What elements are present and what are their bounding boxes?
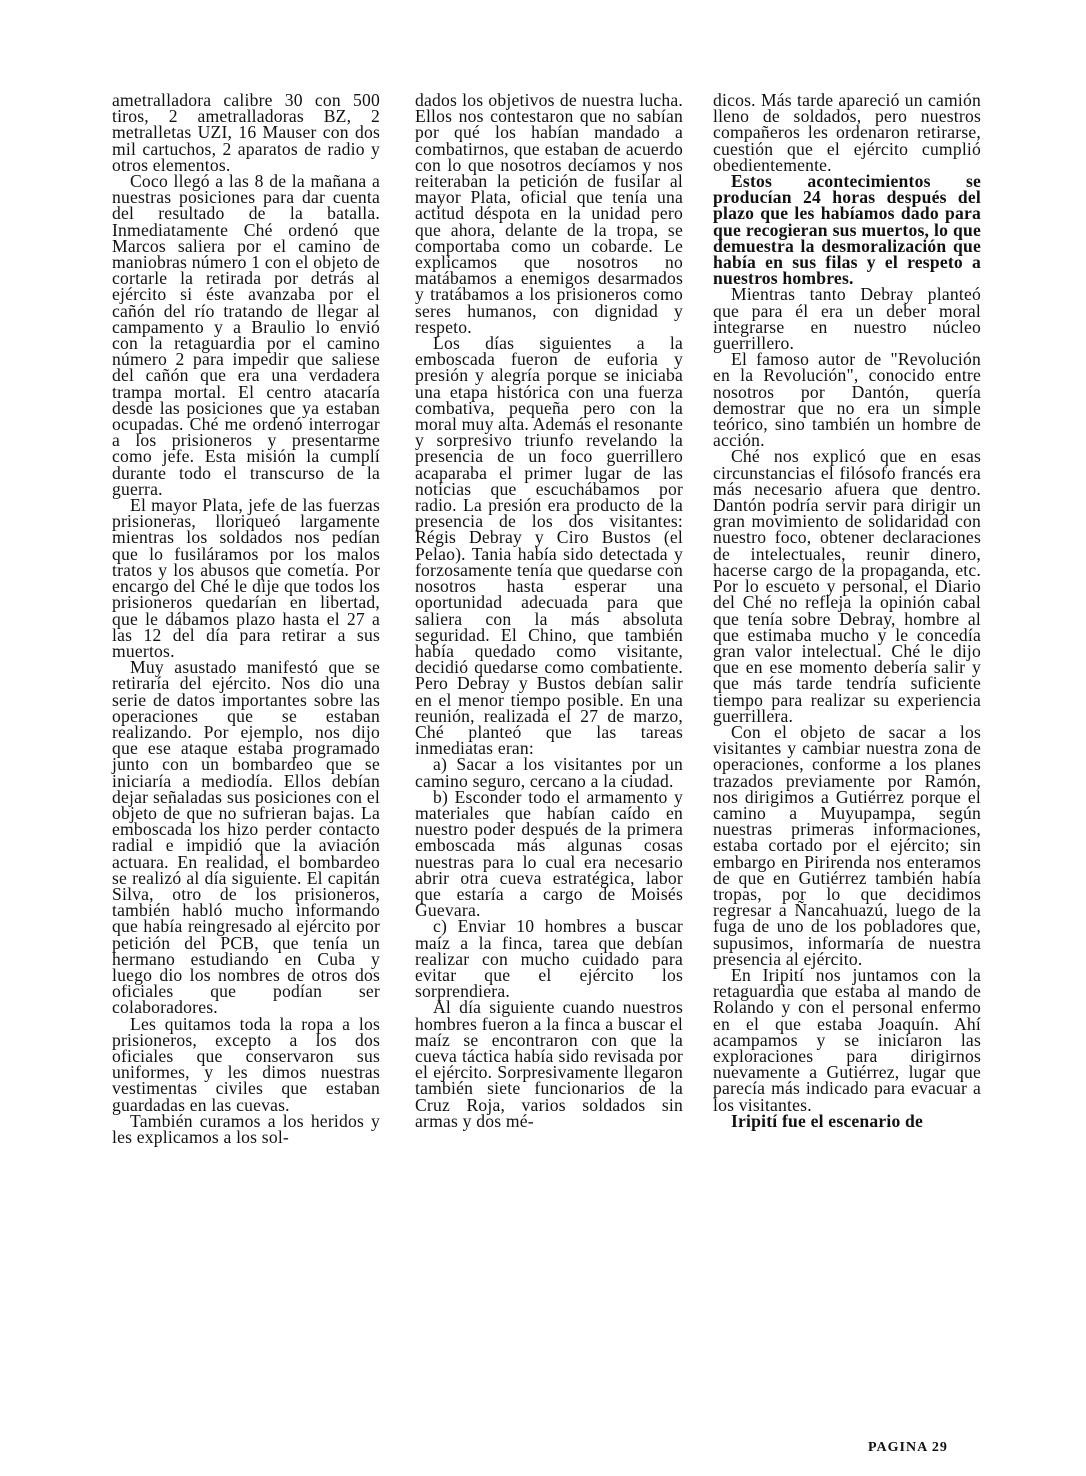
- paragraph: Mientras tanto Debray planteó que para él era un deber moral integrarse en nuestro núcleo guerrillero.: [713, 284, 981, 354]
- paragraph: Iripití fue el escenario de: [731, 1110, 924, 1131]
- paragraph: Los días siguientes a la emboscada fueron de euforia y presión y alegría porque se iniciaba una etapa histórica con una fuerza combativa, pequeña pero con la moral muy alta. Además el resonante y sorpresivo triunfo revelando la presencia de un foco guerrillero acaparaba el primer lugar de las noticias que escuchábamos por radio. La presión era producto de la presencia de los dos visitantes: Régis Debray y Ciro Bustos (el Pelao). Tania había sido detectada y forzosamente tenía que quedarse con nosotros hasta esperar una oportunidad adecuada para que saliera con la más absoluta seguridad. El Chino, que también había quedado como visitante, decidió quedarse como combatiente. Pero Debray y Bustos debían salir en el menor tiempo posible. En una reunión, realizada el 27 de marzo, Ché planteó que las tareas inmediatas eran:: [415, 333, 683, 759]
- text-column-2: [415, 92, 683, 1129]
- text-column-3: [713, 92, 981, 1129]
- paragraph: Ché nos explicó que en esas circunstancias el filósofo francés era más necesario afuera que dentro. Dantón podría servir para dirigir un gran movimiento de solidaridad con nuestro foco, obtener declaraciones de intelectuales, reunir dinero, hacerse cargo de la propaganda, etc. Por lo escueto y personal, el Diario del Ché no refleja la opinión cabal que tenía sobre Debray, hombre al que estimaba mucho y le concedía gran valor intelectual. Ché le dijo que en ese momento debería salir y que más tarde tendría suficiente tiempo para realizar su experiencia guerrillera.: [713, 446, 981, 726]
- paragraph: dicos. Más tarde apareció un camión lleno de soldados, pero nuestros compañeros les ordenaron retirarse, cuestión que el ejército cumplió obedientemente.: [713, 90, 981, 175]
- paragraph: Estos acontecimientos se producían 24 horas después del plazo que les habíamos dado para que recogieran sus muertos, lo que demuestra la desmoralización que había en sus filas y el respeto a nuestros hombres.: [713, 171, 981, 289]
- paragraph: El famoso autor de "Revolución en la Revolución", conocido entre nosotros por Dantón, quería demostrar que no era un simple teórico, sino también un hombre de acción.: [713, 349, 981, 451]
- paragraph: Al día siguiente cuando nuestros hombres fueron a la finca a buscar el maíz se encontraron con que la cueva táctica había sido revisada por el ejército. Sorpresivamente llegaron también siete funcionarios de la Cruz Roja, varios soldados sin armas y dos mé-: [415, 997, 683, 1131]
- paragraph: Muy asustado manifestó que se retiraría del ejército. Nos dio una serie de datos importantes sobre las operaciones que se estaban realizando. Por ejemplo, nos dijo que ese ataque estaba programado junto con un bombardeo que se iniciaría a mediodía. Ellos debían dejar señaladas sus posiciones con el objeto de que no sufrieran bajas. La emboscada los hizo perder contacto radial e impidió que la aviación actuara. En realidad, el bombardeo se realizó al día siguiente. El capitán Silva, otro de los prisioneros, también habló mucho informando que había reingresado al ejército por petición del PCB, que tenía un hermano estudiando en Cuba y luego dio los nombres de otros dos oficiales que podían ser colaboradores.: [112, 657, 380, 1018]
- paragraph: Con el objeto de sacar a los visitantes y cambiar nuestra zona de operaciones, conforme a los planes trazados previamente por Ramón, nos dirigimos a Gutiérrez porque el camino a Muyupampa, según nuestras primeras informaciones, estaba cortado por el ejército; sin embargo en Pirirenda nos enteramos de que en Gutiérrez también había tropas, por lo que decidimos regresar a Ñancahuazú, luego de la fuga de uno de los pobladores que, supusimos, informaría de nuestra presencia al ejército.: [713, 721, 981, 969]
- paragraph: b) Esconder todo el armamento y materiales que habían caído en nuestro poder después de la primera emboscada más algunas cosas nuestras para lo cual era necesario abrir otra cueva estratégica, labor que estaría a cargo de Moisés Guevara.: [415, 786, 683, 921]
- text-column-1: [112, 92, 380, 1145]
- page-number: PAGINA 29: [868, 1440, 948, 1455]
- paragraph: c) Enviar 10 hombres a buscar maíz a la finca, tarea que debían realizar con mucho cuidado para evitar que el ejército los sorprendiera.: [415, 916, 683, 1002]
- paragraph: En Iripití nos juntamos con la retaguardia que estaba al mando de Rolando y con el personal enfermo en el que estaba Joaquín. Ahí acampamos y se iniciaron las exploraciones para dirigirnos nuevamente a Gutiérrez, lugar que parecía más indicado para evacuar a los visitantes.: [713, 964, 981, 1115]
- paragraph: a) Sacar a los visitantes por un camino seguro, cercano a la ciudad.: [415, 754, 683, 791]
- paragraph: Les quitamos toda la ropa a los prisioneros, excepto a los dos oficiales que conservaron sus uniformes, y les dimos nuestras vestimentas civiles que estaban guardadas en las cuevas.: [112, 1013, 380, 1115]
- paragraph: También curamos a los heridos y les explicamos a los sol-: [112, 1110, 380, 1147]
- paragraph: ametralladora calibre 30 con 500 tiros, 2 ametralladoras BZ, 2 metralletas UZI, 16 Mauser con dos mil cartuchos, 2 aparatos de radio y otros elementos.: [112, 90, 380, 175]
- paragraph: El mayor Plata, jefe de las fuerzas prisioneras, lloriqueó largamente mientras los soldados nos pedían que lo fusiláramos por los malos tratos y los abusos que cometía. Por encargo del Ché le dije que todos los prisioneros quedarían en libertad, que le dábamos plazo hasta el 27 a las 12 del día para retirar a sus muertos.: [112, 495, 380, 661]
- paragraph: Coco llegó a las 8 de la mañana a nuestras posiciones para dar cuenta del resultado de la batalla. Inmediatamente Ché ordenó que Marcos saliera por el camino de maniobras número 1 con el objeto de cortarle la retirada por detrás al ejército si éste avanzaba por el cañón del río tratando de llegar al campamento y a Braulio lo envió con la retaguardia por el camino número 2 para impedir que saliese del cañón que era una verdadera trampa mortal. El centro atacaría desde las posiciones que ya estaban ocupadas. Ché me ordenó interrogar a los prisioneros y presentarme como jefe. Esta misión la cumplí durante todo el transcurso de la guerra.: [112, 171, 380, 499]
- paragraph: dados los objetivos de nuestra lucha. Ellos nos contestaron que no sabían por qué los habían mandado a combatirnos, que estaban de acuerdo con lo que nosotros decíamos y nos reiteraban la petición de fusilar al mayor Plata, oficial que tenía una actitud déspota en la unidad pero que ahora, delante de la tropa, se comportaba como un cobarde. Le explicamos que nosotros no matábamos a enemigos desarmados y tratábamos a los prisioneros como seres humanos, con dignidad y respeto.: [415, 90, 683, 337]
